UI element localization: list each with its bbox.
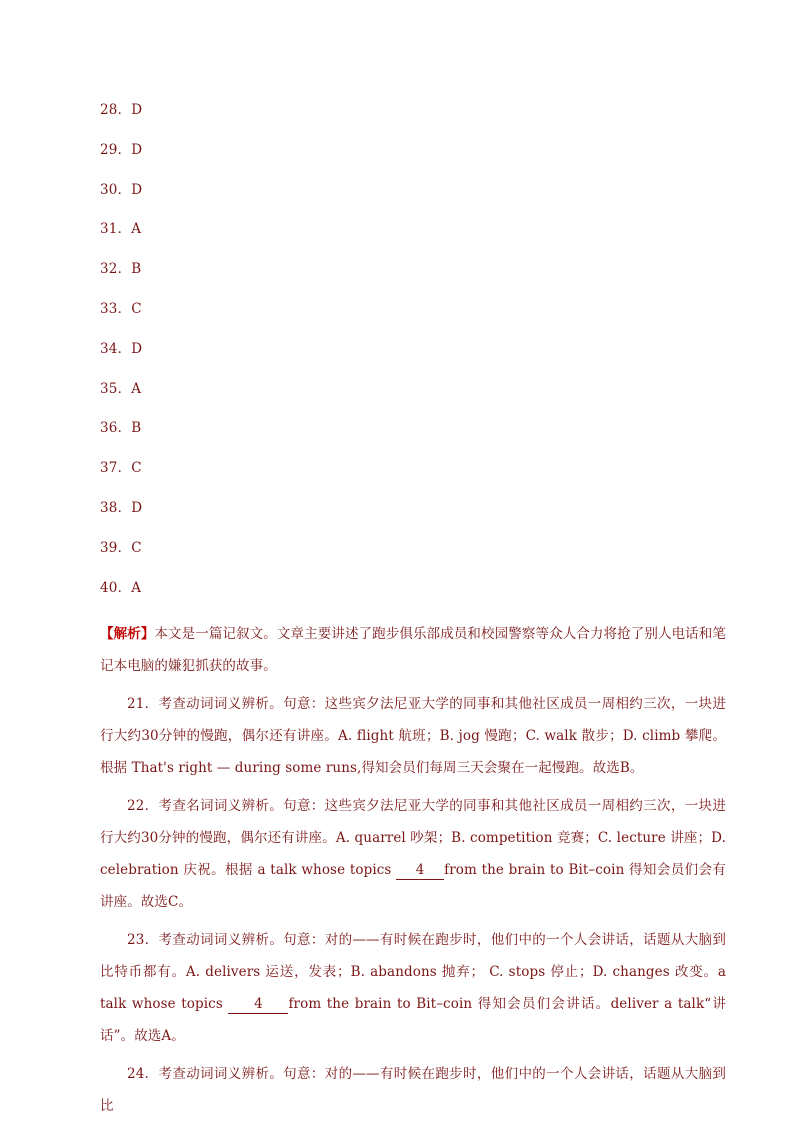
answer-item: 37．C (100, 460, 142, 477)
analysis-tag: 【解析】 (100, 626, 155, 642)
answer-item: 31．A (100, 221, 142, 238)
answer-item: 38．D (100, 499, 143, 516)
answer-item: 33．C (100, 300, 142, 317)
explanation-text: from the brain to Bit–coin 得知会员们会讲话。deliver a talk“讲话”。故选A。 (100, 996, 726, 1044)
answer-item: 39．C (100, 539, 142, 556)
answer-item: 32．B (100, 261, 142, 278)
answer-item: 35．A (100, 380, 142, 397)
answer-item: 40．A (100, 579, 142, 596)
explanation-text: 22．考查名词词义辨析。句意：这些宾夕法尼亚大学的同事和其他社区成员一周相约三次，一块进行大约30分钟的慢跑，偶尔还有讲座。A. quarrel 吵架；B. competition 竞赛；C. lecture 讲座；D. celebration 庆祝。根据 a talk whose topics (100, 798, 726, 878)
explanation-text: from the brain to Bit–coin 得知会员们会有讲座。故选C。 (100, 862, 726, 910)
explanation-21: 21．考查动词词义辨析。句意：这些宾夕法尼亚大学的同事和其他社区成员一周相约三次，一块进行大约30分钟的慢跑，偶尔还有讲座。A. flight 航班；B. jog 慢跑；C. walk 散步；D. climb 攀爬。根据 That's right — during some runs,得知会员们每周三天会聚在一起慢跑。故选B。 (100, 696, 726, 776)
answer-blank: 4 (228, 995, 288, 1014)
answer-item: 36．B (100, 420, 142, 437)
answer-list (100, 100, 300, 617)
explanation-24: 24．考查动词词义辨析。句意：对的——有时候在跑步时，他们中的一个人会讲话，话题从大脑到比 (100, 1066, 726, 1114)
answer-item: 28．D (100, 102, 143, 118)
explanation-22 (100, 790, 726, 918)
summary-text: 本文是一篇记叙文。文章主要讲述了跑步俱乐部成员和校园警察等众人合力将抢了别人电话和笔记本电脑的嫌犯抓获的故事。 (100, 626, 726, 674)
explanation-23 (100, 924, 726, 1052)
answer-item: 34．D (100, 340, 143, 357)
analysis-summary (100, 618, 726, 682)
answer-item: 29．D (100, 141, 143, 158)
analysis-section (100, 618, 726, 1128)
answer-blank: 4 (396, 861, 444, 880)
answer-item: 30．D (100, 181, 143, 198)
explanation-text: 23．考查动词词义辨析。句意：对的——有时候在跑步时，他们中的一个人会讲话，话题从大脑到比特币都有。A. delivers 运送，发表；B. abandons 抛弃； C. stops 停止；D. changes 改变。a talk whose topics (100, 932, 726, 1012)
